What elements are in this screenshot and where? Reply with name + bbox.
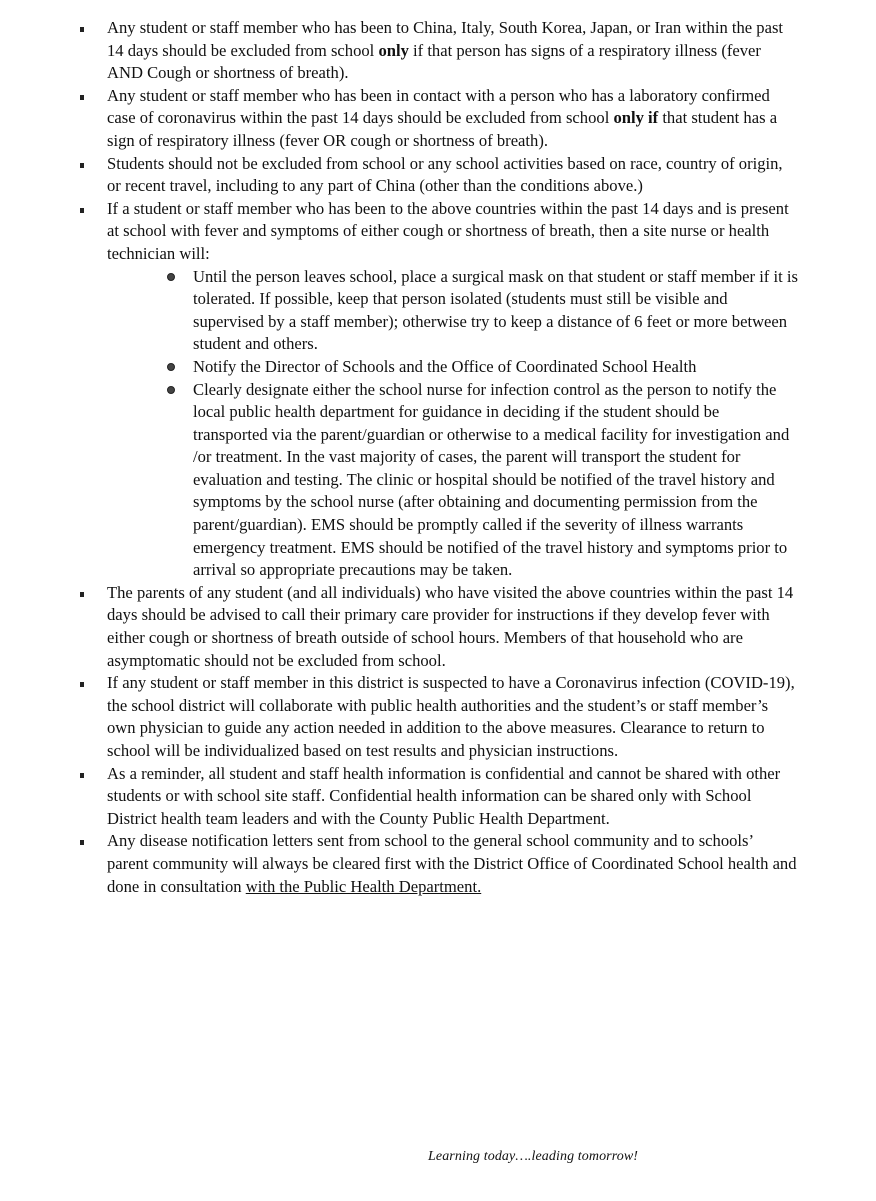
guideline-list [0, 17, 876, 898]
list-item: The parents of any student (and all individuals) who have visited the above countries within the past 14 days should be advised to call their primary care provider for instructions if they develop fever with either cough or shortness of breath outside of school hours. Members of that household who are asymptomatic should not be excluded from school. [0, 582, 876, 672]
bullet-icon [167, 363, 175, 371]
list-item: Any disease notification letters sent from school to the general school community and to schools’ parent community will always be cleared first with the District Office of Coordinated School health and done in consultation with the Public Health Department. [0, 830, 876, 898]
list-item: Any student or staff member who has been to China, Italy, South Korea, Japan, or Iran within the past 14 days should be excluded from school only if that person has signs of a respiratory illness (fever AND Cough or shortness of breath). [0, 17, 876, 85]
bullet-icon [167, 386, 175, 394]
footer-slogan: Learning today….leading tomorrow! [428, 1149, 639, 1164]
nurse-actions-list [107, 266, 798, 582]
list-item: If any student or staff member in this district is suspected to have a Coronavirus infection (COVID-19), the school district will collaborate with public health authorities and the student’s or staff member’s own physician to guide any action needed in addition to the above measures. Clearance to return to school will be individualized based on test results and physician instructions. [0, 672, 876, 762]
sub-list-item: Notify the Director of Schools and the Office of Coordinated School Health [107, 356, 798, 379]
list-item: As a reminder, all student and staff health information is confidential and cannot be shared with other students or with school site staff. Confidential health information can be shared only with School District health team leaders and with the County Public Health Department. [0, 763, 876, 831]
sub-list-item: Until the person leaves school, place a surgical mask on that student or staff member if it is tolerated. If possible, keep that person isolated (students must still be visible and supervised by a staff member); otherwise try to keep a distance of 6 feet or more between student and others. [107, 266, 798, 356]
sub-list-item: Clearly designate either the school nurse for infection control as the person to notify the local public health department for guidance in deciding if the student should be transported via the parent/guardian or otherwise to a medical facility for investigation and /or treatment. In the vast majority of cases, the parent will transport the student for evaluation and testing. The clinic or hospital should be notified of the travel history and symptoms by the school nurse (after obtaining and documenting permission from the parent/guardian). EMS should be promptly called if the severity of illness warrants emergency treatment. EMS should be notified of the travel history and symptoms prior to arrival so appropriate precautions may be taken. [107, 379, 798, 582]
list-item: Students should not be excluded from school or any school activities based on race, country of origin, or recent travel, including to any part of China (other than the conditions above.) [0, 153, 876, 198]
bullet-icon [167, 273, 175, 281]
list-item: If a student or staff member who has been to the above countries within the past 14 days and is present at school with fever and symptoms of either cough or shortness of breath, then a site nurse or health technician will: Until the person leaves school, place a surgical mask on that student or staff member if it is tolerated. If possible, keep that person isolated (students must still be visible and supervised by a staff member); otherwise try to keep a distance of 6 feet or more between student and others. Notify the Director of Schools and the Office of Coordinated School Health Clearly designate either the school nurse for infection control as the person to notify the local public health department for guidance in deciding if the student should be transported via the parent/guardian or otherwise to a medical facility for investigation and /or treatment. In the vast majority of cases, the parent will transport the student for evaluation and testing. The clinic or hospital should be notified of the travel history and symptoms by the school nurse (after obtaining and documenting permission from the parent/guardian). EMS should be promptly called if the severity of illness warrants emergency treatment. EMS should be notified of the travel history and symptoms prior to arrival so appropriate precautions may be taken. [0, 198, 876, 582]
list-item: Any student or staff member who has been in contact with a person who has a laboratory confirmed case of coronavirus within the past 14 days should be excluded from school only if that student has a sign of respiratory illness (fever OR cough or shortness of breath). [0, 85, 876, 153]
